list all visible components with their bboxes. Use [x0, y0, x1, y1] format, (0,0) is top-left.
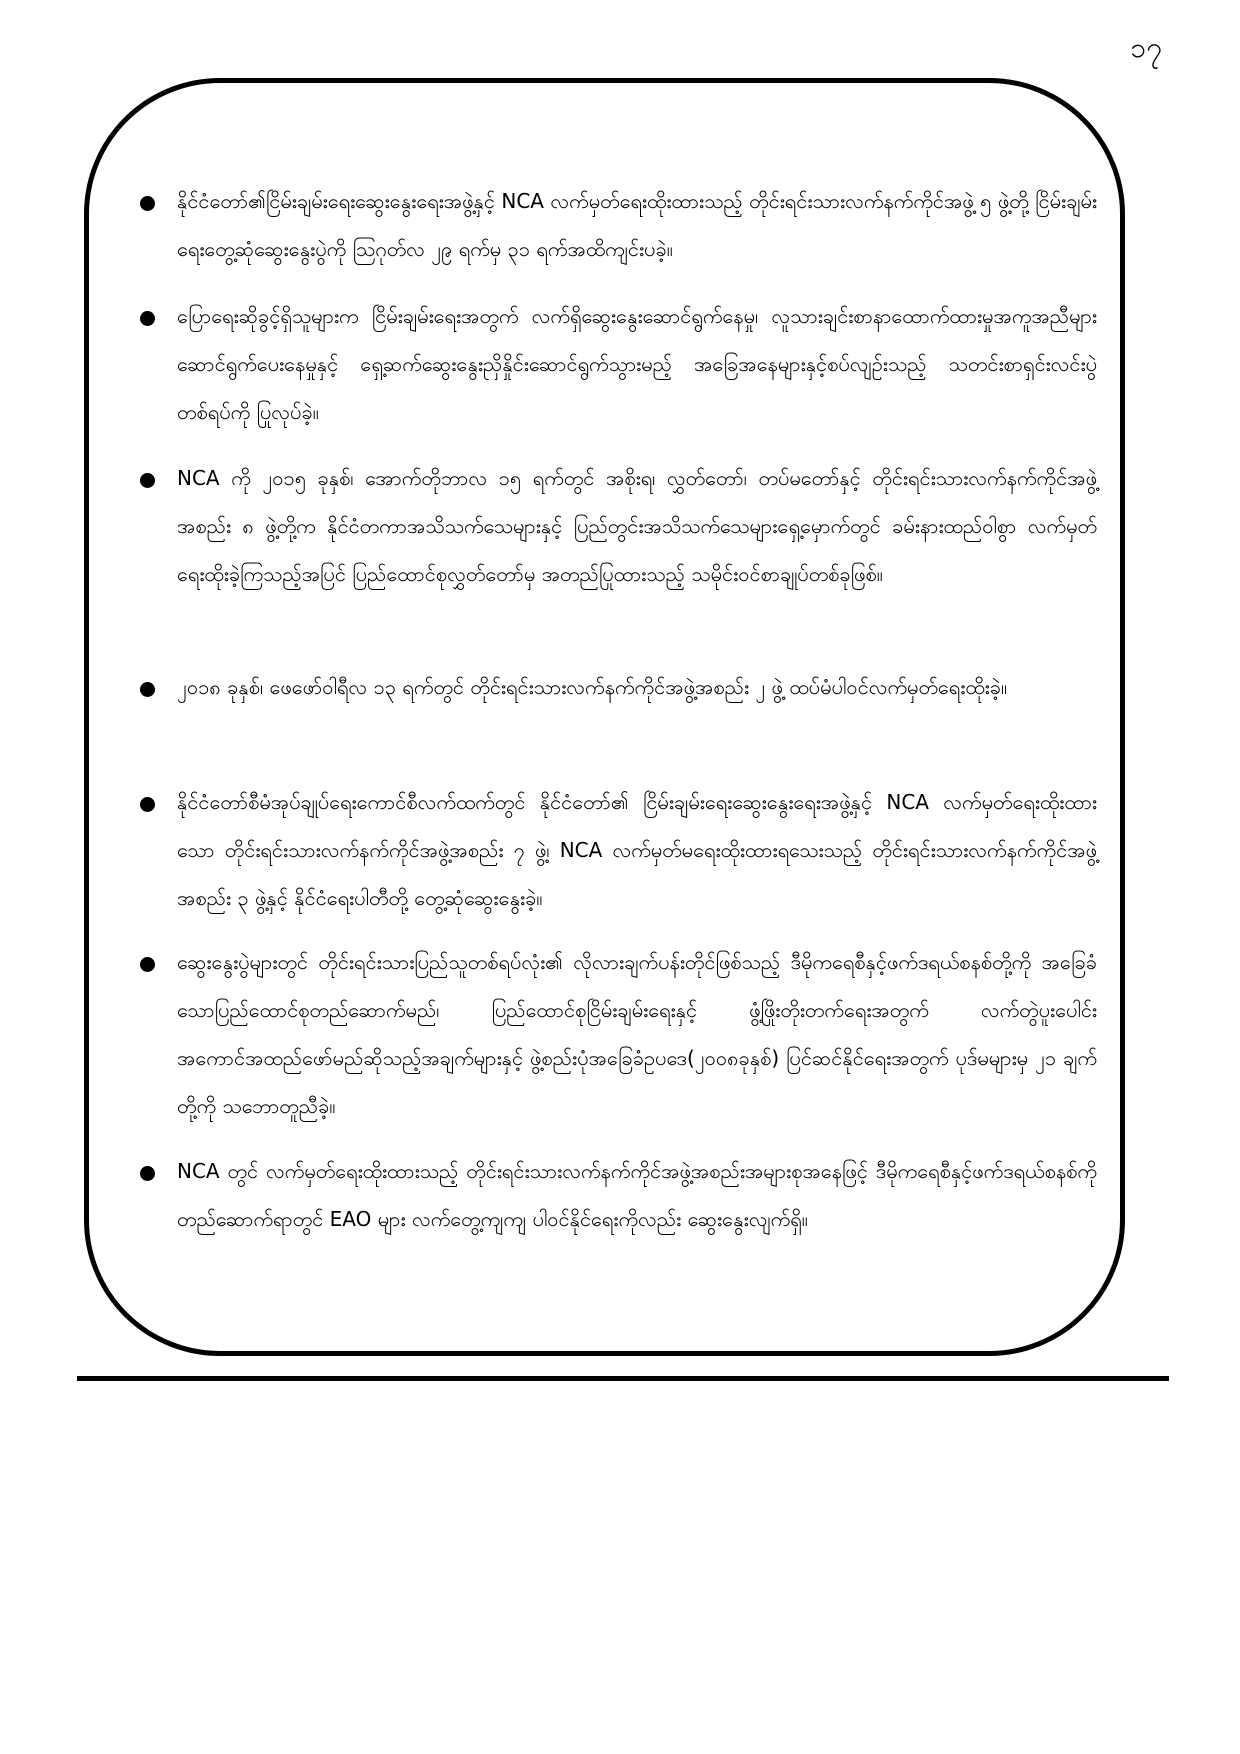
page-number: ၁၇	[1130, 31, 1162, 64]
list-item-text: ဆွေးနွေးပွဲများတွင် တိုင်းရင်းသားပြည်သူတစ်ရပ်လုံး၏ လိုလားချက်ပန်းတိုင်ဖြစ်သည့် ဒီမိုကရေစီနှင့်ဖက်ဒရယ်စနစ်တို့ကို အခြေခံသောပြည်ထောင်စုတည်ဆောက်မည်၊ ပြည်ထောင်စုငြိမ်းချမ်းရေးနှင့် ဖွံ့ဖြိုးတိုးတက်ရေးအတွက် လက်တွဲပူးပေါင်းအကောင်အထည်ဖော်မည်ဆိုသည့်အချက်များနှင့် ဖွဲ့စည်းပုံအခြေခံဥပဒေ(၂၀၀၈ခုနှစ်) ပြင်ဆင်နိုင်ရေးအတွက် ပုဒ်မများမှ ၂၁ ချက်တို့ကို သဘောတူညီခဲ့။	[177, 950, 1097, 1118]
list-item-text: NCA ကို ၂၀၁၅ ခုနှစ်၊ အောက်တိုဘာလ ၁၅ ရက်တွင် အစိုးရ၊ လွှတ်တော်၊ တပ်မတော်နှင့် တိုင်းရင်းသားလက်နက်ကိုင်အဖွဲ့အစည်း ၈ ဖွဲ့တို့က နိုင်ငံတကာအသိသက်သေများနှင့် ပြည်တွင်းအသိသက်သေများရှေ့မှောက်တွင် ခမ်းနားထည်ဝါစွာ လက်မှတ်ရေးထိုးခဲ့ကြသည့်အပြင် ပြည်ထောင်စုလွှတ်တော်မှ အတည်ပြုထားသည့် သမိုင်းဝင်စာချုပ်တစ်ခုဖြစ်။	[177, 466, 1097, 586]
bullet-icon	[140, 797, 155, 812]
list-item-text: ပြောရေးဆိုခွင့်ရှိသူများက ငြိမ်းချမ်းရေးအတွက် လက်ရှိဆွေးနွေးဆောင်ရွက်နေမှု၊ လူသားချင်းစာနာထောက်ထားမှုအကူအညီများ ဆောင်ရွက်ပေးနေမှုနှင့် ရှေ့ဆက်ဆွေးနွေးညှိနှိုင်းဆောင်ရွက်သွားမည့် အခြေအနေများနှင့်စပ်လျဉ်းသည့် သတင်းစာရှင်းလင်းပွဲတစ်ရပ်ကို ပြုလုပ်ခဲ့။	[177, 304, 1097, 424]
content-panel	[84, 78, 1125, 1356]
bullet-icon	[140, 682, 155, 697]
bullet-icon	[140, 957, 155, 972]
list-item-text: နိုင်ငံတော်စီမံအုပ်ချုပ်ရေးကောင်စီလက်ထက်တွင် နိုင်ငံတော်၏ ငြိမ်းချမ်းရေးဆွေးနွေးရေးအဖွဲ့နှင့် NCA လက်မှတ်ရေးထိုးထားသော တိုင်းရင်းသားလက်နက်ကိုင်အဖွဲ့အစည်း ၇ ဖွဲ့၊ NCA လက်မှတ်မရေးထိုးထားရသေးသည့် တိုင်းရင်းသားလက်နက်ကိုင်အဖွဲ့အစည်း ၃ ဖွဲ့နှင့် နိုင်ငံရေးပါတီတို့ တွေ့ဆုံဆွေးနွေးခဲ့။	[177, 790, 1097, 910]
bullet-icon	[140, 196, 155, 211]
list-item-text: ၂၀၁၈ ခုနှစ်၊ ဖေဖော်ဝါရီလ ၁၃ ရက်တွင် တိုင်းရင်းသားလက်နက်ကိုင်အဖွဲ့အစည်း ၂ ဖွဲ့ ထပ်မံပါဝင်လက်မှတ်ရေးထိုးခဲ့။	[177, 675, 1008, 699]
bullet-icon	[140, 311, 155, 326]
list-item-text: နိုင်ငံတော်၏ငြိမ်းချမ်းရေးဆွေးနွေးရေးအဖွဲ့နှင့် NCA လက်မှတ်ရေးထိုးထားသည့် တိုင်းရင်းသားလက်နက်ကိုင်အဖွဲ့ ၅ ဖွဲ့တို့ ငြိမ်းချမ်းရေးတွေ့ဆုံဆွေးနွေးပွဲကို ဩဂုတ်လ ၂၉ ရက်မှ ၃၁ ရက်အထိကျင်းပခဲ့။	[177, 189, 1097, 261]
list-item-text: NCA တွင် လက်မှတ်ရေးထိုးထားသည့် တိုင်းရင်းသားလက်နက်ကိုင်အဖွဲ့အစည်းအများစုအနေဖြင့် ဒီမိုကရေစီနှင့်ဖက်ဒရယ်စနစ်ကို တည်ဆောက်ရာတွင် EAO များ လက်တွေ့ကျကျ ပါဝင်နိုင်ရေးကိုလည်း ဆွေးနွေးလျက်ရှိ။	[177, 1159, 1097, 1231]
bullet-icon	[140, 1166, 155, 1181]
bullet-icon	[140, 473, 155, 488]
bottom-rule	[77, 1376, 1169, 1381]
